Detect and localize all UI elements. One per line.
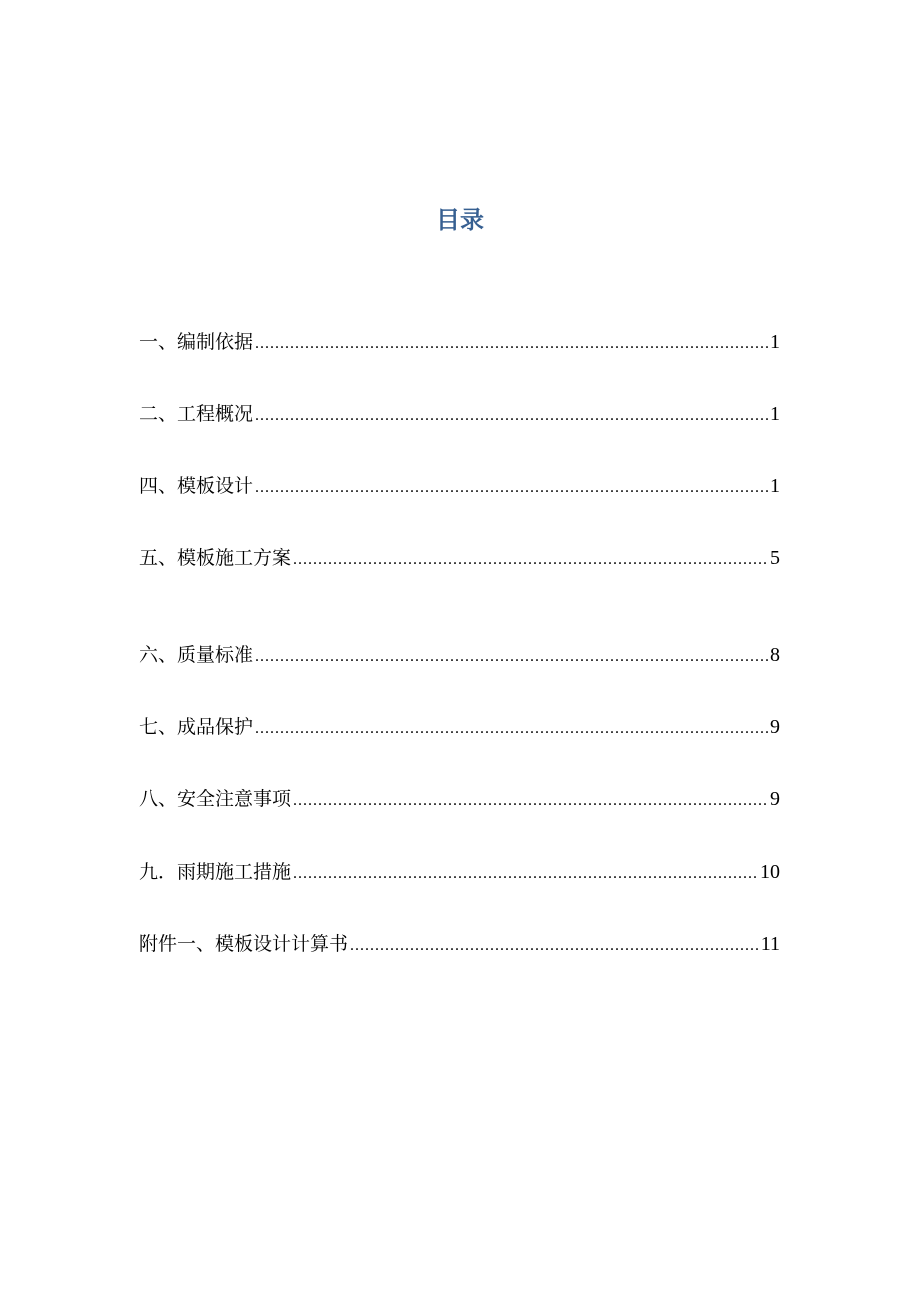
toc-entry-label: 附件一、模板设计计算书 — [139, 933, 349, 955]
toc-dot-leader — [255, 401, 768, 431]
toc-entry[interactable] — [139, 327, 780, 357]
toc-entry[interactable] — [139, 471, 780, 501]
toc-dot-leader — [255, 329, 768, 359]
toc-dot-leader — [350, 931, 759, 961]
toc-entry-label: 八、安全注意事项 — [139, 788, 292, 810]
toc-page-number: 11 — [760, 933, 780, 955]
toc-page-number: 1 — [770, 403, 780, 425]
toc-dot-leader — [255, 473, 768, 503]
toc-entry-label: 九．雨期施工措施 — [139, 861, 292, 883]
toc-entry-label: 五、模板施工方案 — [139, 547, 292, 569]
toc-entry[interactable] — [139, 857, 780, 887]
toc-entry-label: 二、工程概况 — [139, 403, 254, 425]
toc-entry[interactable] — [139, 712, 780, 742]
toc-page-number: 9 — [770, 788, 780, 810]
toc-page-number: 5 — [770, 547, 780, 569]
toc-entry[interactable] — [139, 543, 780, 573]
toc-entry[interactable] — [139, 784, 780, 814]
toc-page-number: 9 — [770, 716, 780, 738]
toc-entry-label: 四、模板设计 — [139, 475, 254, 497]
toc-entry-label: 一、编制依据 — [139, 331, 254, 353]
toc-dot-leader — [293, 545, 768, 575]
toc-dot-leader — [255, 714, 768, 744]
toc-page-number: 1 — [770, 331, 780, 353]
toc-entry[interactable] — [139, 929, 780, 959]
toc-title: 目录 — [436, 206, 484, 234]
toc-dot-leader — [293, 859, 758, 889]
toc-page-number: 10 — [760, 861, 780, 883]
toc-entry-label: 六、质量标准 — [139, 644, 254, 666]
toc-dot-leader — [293, 786, 768, 816]
toc-page-number: 8 — [770, 644, 780, 666]
toc-entry[interactable] — [139, 640, 780, 670]
toc-entry-label: 七、成品保护 — [139, 716, 254, 738]
toc-dot-leader — [255, 642, 768, 672]
toc-page-number: 1 — [770, 475, 780, 497]
toc-entry[interactable] — [139, 399, 780, 429]
